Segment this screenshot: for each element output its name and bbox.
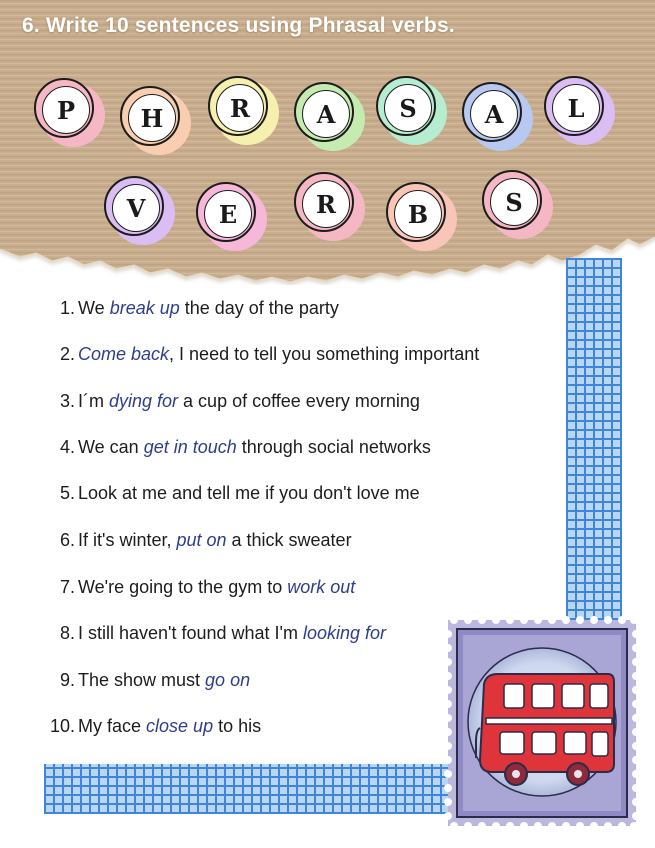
page-title: 6. Write 10 sentences using Phrasal verbs.: [22, 14, 455, 37]
bubble-ring: [294, 82, 354, 142]
bubble-ring: [376, 76, 436, 136]
bubble-ring: [462, 82, 522, 142]
sentence-text-after: through social networks: [241, 437, 431, 457]
sentence-number: 2.: [59, 344, 75, 364]
phrasal-verb: break up: [109, 298, 180, 318]
sentence-text-after: , I need to tell you something important: [169, 344, 480, 364]
sentence-item: [0, 716, 261, 746]
sentence-number: 8.: [59, 623, 75, 643]
grid-strip-horizontal: [44, 764, 460, 814]
bubble-letter: S: [384, 84, 432, 132]
bubble-ring: [34, 78, 94, 138]
sentence-item: [0, 298, 339, 328]
bubble-letter: P: [42, 86, 90, 134]
bubble-ring: [196, 182, 256, 242]
sentence-number: 6.: [59, 530, 75, 550]
letter-bubble: [120, 86, 190, 156]
sentence-item: [0, 530, 352, 560]
bubble-letter: L: [552, 84, 600, 132]
sentence-text-after: to his: [218, 716, 262, 736]
sentence-item: [0, 577, 360, 607]
letter-bubble: [376, 76, 446, 146]
bubble-letter: R: [216, 84, 264, 132]
sentence-text-before: My face: [78, 716, 142, 736]
bubble-letter: E: [204, 190, 252, 238]
bus-stamp: [444, 616, 640, 830]
grid-strip-vertical: [566, 258, 622, 620]
phrasal-verb: put on: [176, 530, 227, 550]
letter-bubble: [196, 182, 266, 252]
phrasal-verb: Come back: [78, 344, 170, 364]
letter-bubble: [386, 182, 456, 252]
sentence-item: [0, 391, 420, 421]
sentence-number: 10.: [49, 716, 75, 736]
letter-bubble: [34, 78, 104, 148]
phrasal-verb: dying for: [109, 391, 179, 411]
sentence-text-before: I´m: [78, 391, 104, 411]
phrasal-verb: looking for: [302, 623, 387, 643]
bubble-ring: [294, 172, 354, 232]
bubble-letter: V: [112, 184, 160, 232]
bubble-ring: [120, 86, 180, 146]
sentence-item: [0, 483, 420, 513]
letter-bubble: [294, 82, 364, 152]
sentence-text-before: We can: [78, 437, 139, 457]
sentence-number: 3.: [59, 391, 75, 411]
sentence-item: [0, 623, 391, 653]
sentence-text-before: Look at me and tell me if you don't love me: [78, 483, 420, 503]
sentence-number: 1.: [59, 298, 75, 318]
bubble-ring: [544, 76, 604, 136]
sentence-text-after: a cup of coffee every morning: [183, 391, 420, 411]
sentence-text-before: If it's winter,: [78, 530, 172, 550]
sentence-number: 9.: [59, 670, 75, 690]
phrasal-verb: close up: [146, 716, 214, 736]
letter-bubble: [208, 76, 278, 146]
sentence-number: 4.: [59, 437, 75, 457]
sentence-text-before: I still haven't found what I'm: [78, 623, 298, 643]
sentence-item: [0, 437, 431, 467]
phrasal-verb: get in touch: [143, 437, 237, 457]
bubble-letter: A: [470, 90, 518, 138]
bus-icon: [476, 674, 614, 785]
phrasal-verb: work out: [287, 577, 356, 597]
sentence-text-after: a thick sweater: [231, 530, 352, 550]
sentence-item: [0, 670, 255, 700]
sentence-text-after: the day of the party: [184, 298, 339, 318]
letter-bubble: [544, 76, 614, 146]
sentence-text-before: The show must: [78, 670, 201, 690]
bubble-ring: [104, 176, 164, 236]
bubble-letter: A: [302, 90, 350, 138]
letter-bubble: [482, 170, 552, 240]
bubble-ring: [482, 170, 542, 230]
sentence-number: 7.: [59, 577, 75, 597]
phrasal-verb: go on: [205, 670, 251, 690]
letter-bubble: [462, 82, 532, 152]
bubble-letter: H: [128, 94, 176, 142]
sentence-text-before: We're going to the gym to: [78, 577, 283, 597]
sentence-item: [0, 344, 479, 374]
bubble-letter: R: [302, 180, 350, 228]
bubble-ring: [208, 76, 268, 136]
bubble-letter: S: [490, 178, 538, 226]
letter-bubble: [104, 176, 174, 246]
bubble-ring: [386, 182, 446, 242]
bubble-letter: B: [394, 190, 442, 238]
sentence-text-before: We: [78, 298, 105, 318]
letter-bubble: [294, 172, 364, 242]
sentence-number: 5.: [59, 483, 75, 503]
